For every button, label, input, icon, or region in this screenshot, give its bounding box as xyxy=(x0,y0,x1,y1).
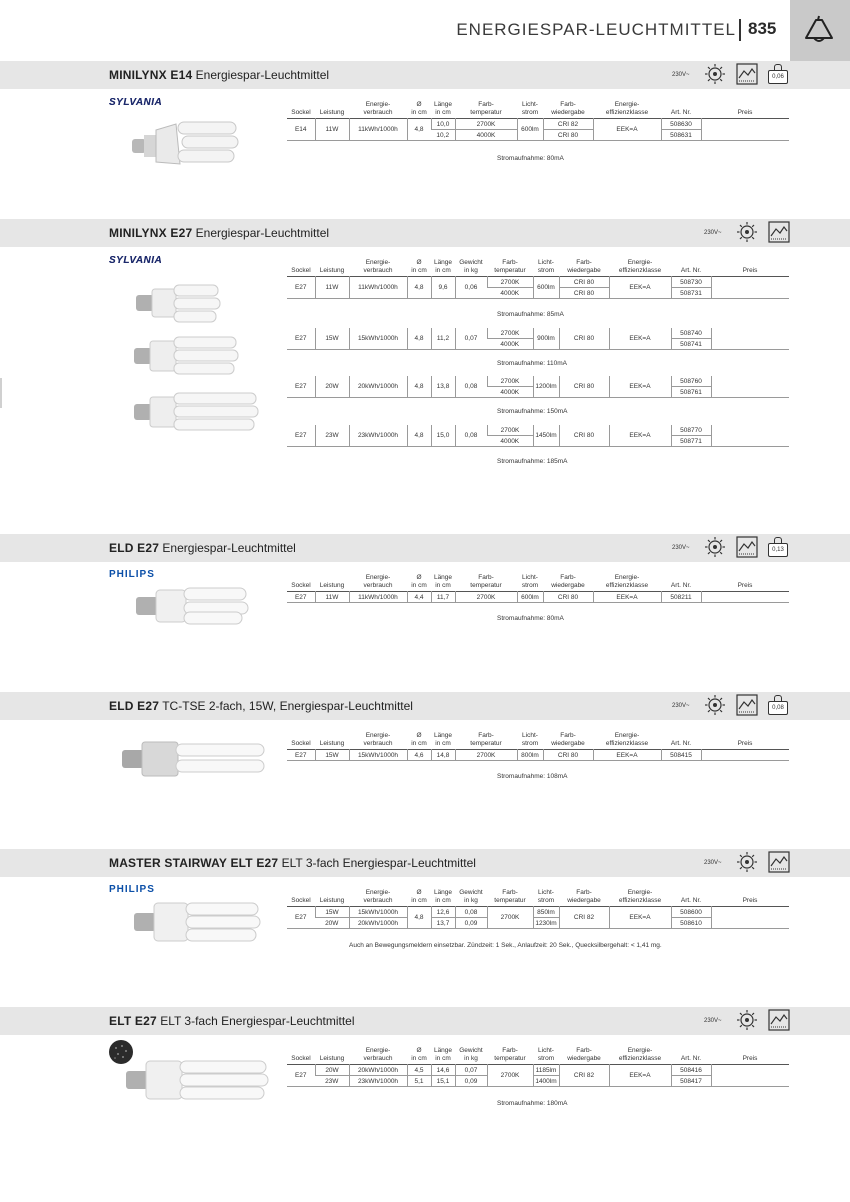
spec-table: Sockel Leistung Energie- verbrauch Ø in cm Länge in cm Farb- temperatur Licht- strom Farb- wiedergabe Energie- effizienzklasse Art. Nr. Preis E27 15W 15kWh/1000h 4,6 14,8 2700K 800lm CRI 80 EEK=A 508415 xyxy=(287,731,789,761)
voltage-label: 230V~ xyxy=(704,860,722,866)
energy-chart-icon xyxy=(768,221,790,243)
brand-logo-philips: PHILIPS xyxy=(109,569,155,580)
brand-logo-sylvania: SYLVANIA xyxy=(109,255,163,266)
spec-table: E27 15W 15kWh/1000h 4,8 11,2 0,07 2700K 900lm CRI 80 EEK=A 508740 4000K 508741 xyxy=(287,328,789,350)
weight-icon: 0,13 xyxy=(768,536,788,558)
spec-table: Sockel Leistung Energie- verbrauch Ø in cm Länge in cm Gewicht in kg Farb- temperatur Licht- strom Farb- wiedergabe Energie- effizienzklasse Art. Nr. Preis E27 15W 15kWh/1000h 4,8 12,6 0,08 2700K 850lm CRI 82 EEK=A 508600 20W 20kWh/1000h 13,7 0,09 1230lm 508610 xyxy=(287,888,789,929)
product-image-lamp-11w xyxy=(134,281,224,325)
sun-dimmer-icon xyxy=(704,63,726,85)
sun-dimmer-icon xyxy=(704,536,726,558)
voltage-label: 230V~ xyxy=(672,545,690,551)
section-title: MINILYNX E14 Energiespar-Leuchtmittel xyxy=(109,68,330,82)
lamp-icon xyxy=(802,14,836,44)
energy-chart-icon xyxy=(736,536,758,558)
section-title: MINILYNX E27 Energiespar-Leuchtmittel xyxy=(109,226,330,240)
current-note: Stromaufnahme: 108mA xyxy=(497,773,568,780)
voltage-label: 230V~ xyxy=(704,1018,722,1024)
product-image-lamp xyxy=(124,1055,274,1105)
voltage-label: 230V~ xyxy=(672,72,690,78)
spec-table: E27 23W 23kWh/1000h 4,8 15,0 0,08 2700K 1450lm CRI 80 EEK=A 508770 4000K 508771 xyxy=(287,425,789,447)
product-image-lamp xyxy=(128,116,243,176)
weight-icon: 0,06 xyxy=(768,63,788,85)
spec-table: Sockel Leistung Energie- verbrauch Ø in cm Länge in cm Gewicht in kg Farb- temperatur Licht- strom Farb- wiedergabe Energie- effizienzklasse Art. Nr. Preis E27 20W 20kWh/1000h 4,5 14,6 0,07 2700K 1185lm CRI 82 EEK=A 508416 23W 23kWh/1000h 5,1 15,1 0,09 1400lm 508417 xyxy=(287,1046,789,1087)
energy-chart-icon xyxy=(736,694,758,716)
section-title: MASTER STAIRWAY ELT E27 ELT 3-fach Energiespar-Leuchtmittel xyxy=(109,856,476,870)
product-image-lamp xyxy=(120,736,270,780)
current-note: Stromaufnahme: 110mA xyxy=(497,360,567,367)
product-image-lamp-15w xyxy=(132,333,242,379)
usage-note: Auch an Bewegungsmeldern einsetzbar. Zündzeit: 1 Sek., Anlaufzeit: 20 Sek., Quecksilbergehalt: < 1,41 mg. xyxy=(349,942,662,949)
weight-icon: 0,08 xyxy=(768,694,788,716)
product-image-lamp xyxy=(132,897,266,945)
brand-logo-sylvania: SYLVANIA xyxy=(109,97,163,108)
sun-dimmer-icon xyxy=(736,221,758,243)
current-note: Stromaufnahme: 80mA xyxy=(497,615,564,622)
spec-table: Sockel Leistung Energie- verbrauch Ø in cm Länge in cm Farb- temperatur Licht- strom Farb- wiedergabe Energie- effizienzklasse Art. Nr. Preis E27 11W 11kWh/1000h 4,4 11,7 2700K 600lm CRI 80 EEK=A 508211 xyxy=(287,573,789,603)
energy-chart-icon xyxy=(768,851,790,873)
current-note: Stromaufnahme: 150mA xyxy=(497,408,568,415)
product-image-lamp xyxy=(134,582,254,630)
sun-dimmer-icon xyxy=(736,851,758,873)
current-note: Stromaufnahme: 180mA xyxy=(497,1100,568,1107)
section-title: ELD E27 TC-TSE 2-fach, 15W, Energiespar-Leuchtmittel xyxy=(109,699,413,713)
spec-table: Sockel Leistung Energie- verbrauch Ø in cm Länge in cm Gewicht in kg Farb- temperatur Licht- strom Farb- wiedergabe Energie- effizienzklasse Art. Nr. Preis E27 11W 11kWh/1000h 4,8 9,6 0,06 2700K 600lm CRI 80 EEK=A 508730 4000K CRI 80 508731 xyxy=(287,258,789,299)
brand-logo-philips: PHILIPS xyxy=(109,884,155,895)
page-number: 835 xyxy=(748,19,777,38)
sun-dimmer-icon xyxy=(704,694,726,716)
spec-table: E27 20W 20kWh/1000h 4,8 13,8 0,08 2700K 1200lm CRI 80 EEK=A 508760 4000K 508761 xyxy=(287,376,789,398)
current-note: Stromaufnahme: 85mA xyxy=(497,311,564,318)
spec-table: Sockel Leistung Energie- verbrauch Ø in cm Länge in cm Farb- temperatur Licht- strom Farb- wiedergabe Energie- effizienzklasse Art. Nr. Preis E14 11W 11kWh/1000h 4,8 10,0 2700K 600lm CRI 82 EEK=A 508630 10,2 4000K CRI 80 508631 xyxy=(287,100,789,141)
energy-chart-icon xyxy=(736,63,758,85)
product-image-lamp-20w xyxy=(132,389,262,435)
voltage-label: 230V~ xyxy=(704,230,722,236)
section-title: ELD E27 Energiespar-Leuchtmittel xyxy=(109,541,296,555)
side-marker xyxy=(0,378,2,408)
sun-dimmer-icon xyxy=(736,1009,758,1031)
current-note: Stromaufnahme: 185mA xyxy=(497,458,568,465)
energy-chart-icon xyxy=(768,1009,790,1031)
voltage-label: 230V~ xyxy=(672,703,690,709)
page-header-title: ENERGIESPAR-LEUCHTMITTEL xyxy=(456,20,736,39)
section-title: ELT E27 ELT 3-fach Energiespar-Leuchtmittel xyxy=(109,1014,355,1028)
header-separator xyxy=(739,19,741,41)
chapter-tab xyxy=(790,0,850,62)
current-note: Stromaufnahme: 80mA xyxy=(497,155,564,162)
